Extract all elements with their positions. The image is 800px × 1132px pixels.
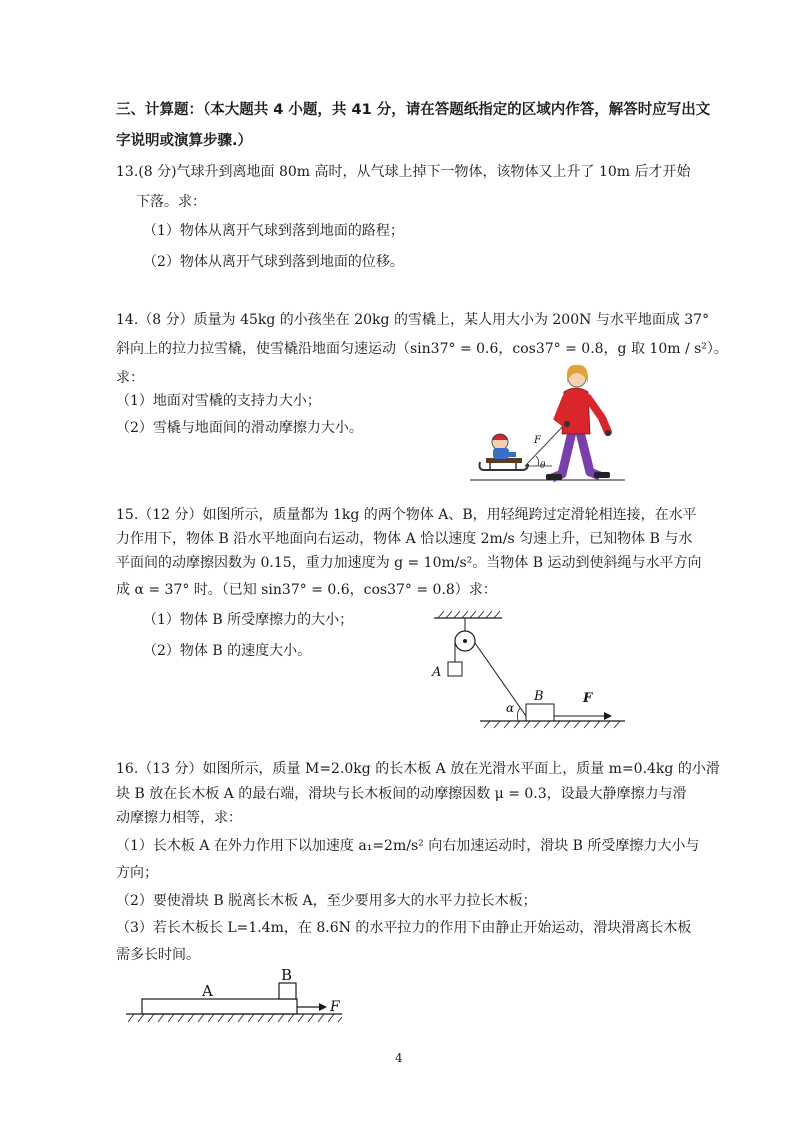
- q16-sub2: （2）要使滑块 B 脱离长木板 A，至少要用多大的水平力拉长木板；: [116, 893, 537, 909]
- section-title-line2: 字说明或演算步骤.）: [116, 133, 253, 149]
- q13-line1: 13.(8 分)气球升到离地面 80m 高时，从气球上掉下一物体，该物体又上升了 10m 后才开始: [116, 164, 691, 180]
- force-f-label: F: [583, 691, 593, 706]
- block-a-label: A: [432, 665, 442, 680]
- q15-line3: 平面间的动摩擦因数为 0.15，重力加速度为 g = 10m/s²。当物体 B 运动到使斜绳与水平方向: [116, 555, 702, 571]
- board-a-label: A: [202, 982, 213, 1000]
- q15-line1: 15.（12 分）如图所示，质量都为 1kg 的两个物体 A、B，用轻绳跨过定滑轮相连接，在水平: [116, 507, 697, 523]
- q14-line2: 斜向上的拉力拉雪橇，使雪橇沿地面匀速运动（sin37° = 0.6，cos37° = 0.8，g 取 10m / s²）。: [116, 341, 728, 357]
- q16-line1: 16.（13 分）如图所示，质量 M=2.0kg 的长木板 A 放在光滑水平面上，质量 m=0.4kg 的小滑: [116, 761, 720, 777]
- q16-sub1-line1: （1）长木板 A 在外力作用下以加速度 a₁=2m/s² 向右加速运动时，滑块 B 所受摩擦力大小与: [116, 838, 700, 854]
- q15-line2: 力作用下，物体 B 沿水平地面向右运动，物体 A 恰以速度 2m/s 匀速上升，已知物体 B 与水: [116, 531, 693, 547]
- q16-sub3-line2: 需多长时间。: [116, 947, 200, 963]
- sled-force-label: F: [534, 435, 541, 446]
- force-f16-label: F: [330, 999, 340, 1015]
- page-number: 4: [395, 1051, 403, 1065]
- board-figure: [120, 964, 360, 1030]
- block-b16-label: B: [281, 966, 293, 984]
- q15-sub2: （2）物体 B 的速度大小。: [143, 643, 312, 659]
- q13-line2: 下落。求：: [136, 194, 206, 210]
- q16-line3: 动摩擦力相等，求：: [116, 810, 242, 826]
- angle-alpha-label: α: [506, 701, 515, 715]
- sled-angle-label: θ: [540, 461, 546, 471]
- q14-line3: 求：: [116, 370, 144, 386]
- q16-sub3-line1: （3）若长木板长 L=1.4m，在 8.6N 的水平拉力的作用下由静止开始运动，滑块滑离长木板: [116, 920, 692, 936]
- q15-line4: 成 α = 37° 时。（已知 sin37° = 0.6，cos37° = 0.8）求：: [116, 582, 497, 598]
- block-b-label: B: [534, 689, 544, 704]
- q14-sub1: （1）地面对雪橇的支持力大小；: [116, 393, 321, 409]
- q15-sub1: （1）物体 B 所受摩擦力的大小；: [143, 612, 354, 628]
- q13-sub1: （1）物体从离开气球到落到地面的路程；: [143, 223, 404, 239]
- q14-line1: 14.（8 分）质量为 45kg 的小孩坐在 20kg 的雪橇上，某人用大小为 200N 与水平地面成 37°: [116, 312, 710, 328]
- section-title-line1: 三、计算题：（本大题共 4 小题，共 41 分，请在答题纸指定的区域内作答，解答时应写出文: [116, 102, 711, 118]
- sled-figure: [470, 362, 630, 492]
- pulley-figure: [420, 608, 630, 733]
- q13-sub2: （2）物体从离开气球到落到地面的位移。: [143, 254, 404, 270]
- q14-sub2: （2）雪橇与地面间的滑动摩擦力大小。: [116, 420, 363, 436]
- q16-sub1-line2: 方向；: [116, 865, 158, 881]
- q16-line2: 块 B 放在长木板 A 的最右端，滑块与长木板间的动摩擦因数 μ = 0.3，设最大静摩擦力与滑: [116, 786, 687, 802]
